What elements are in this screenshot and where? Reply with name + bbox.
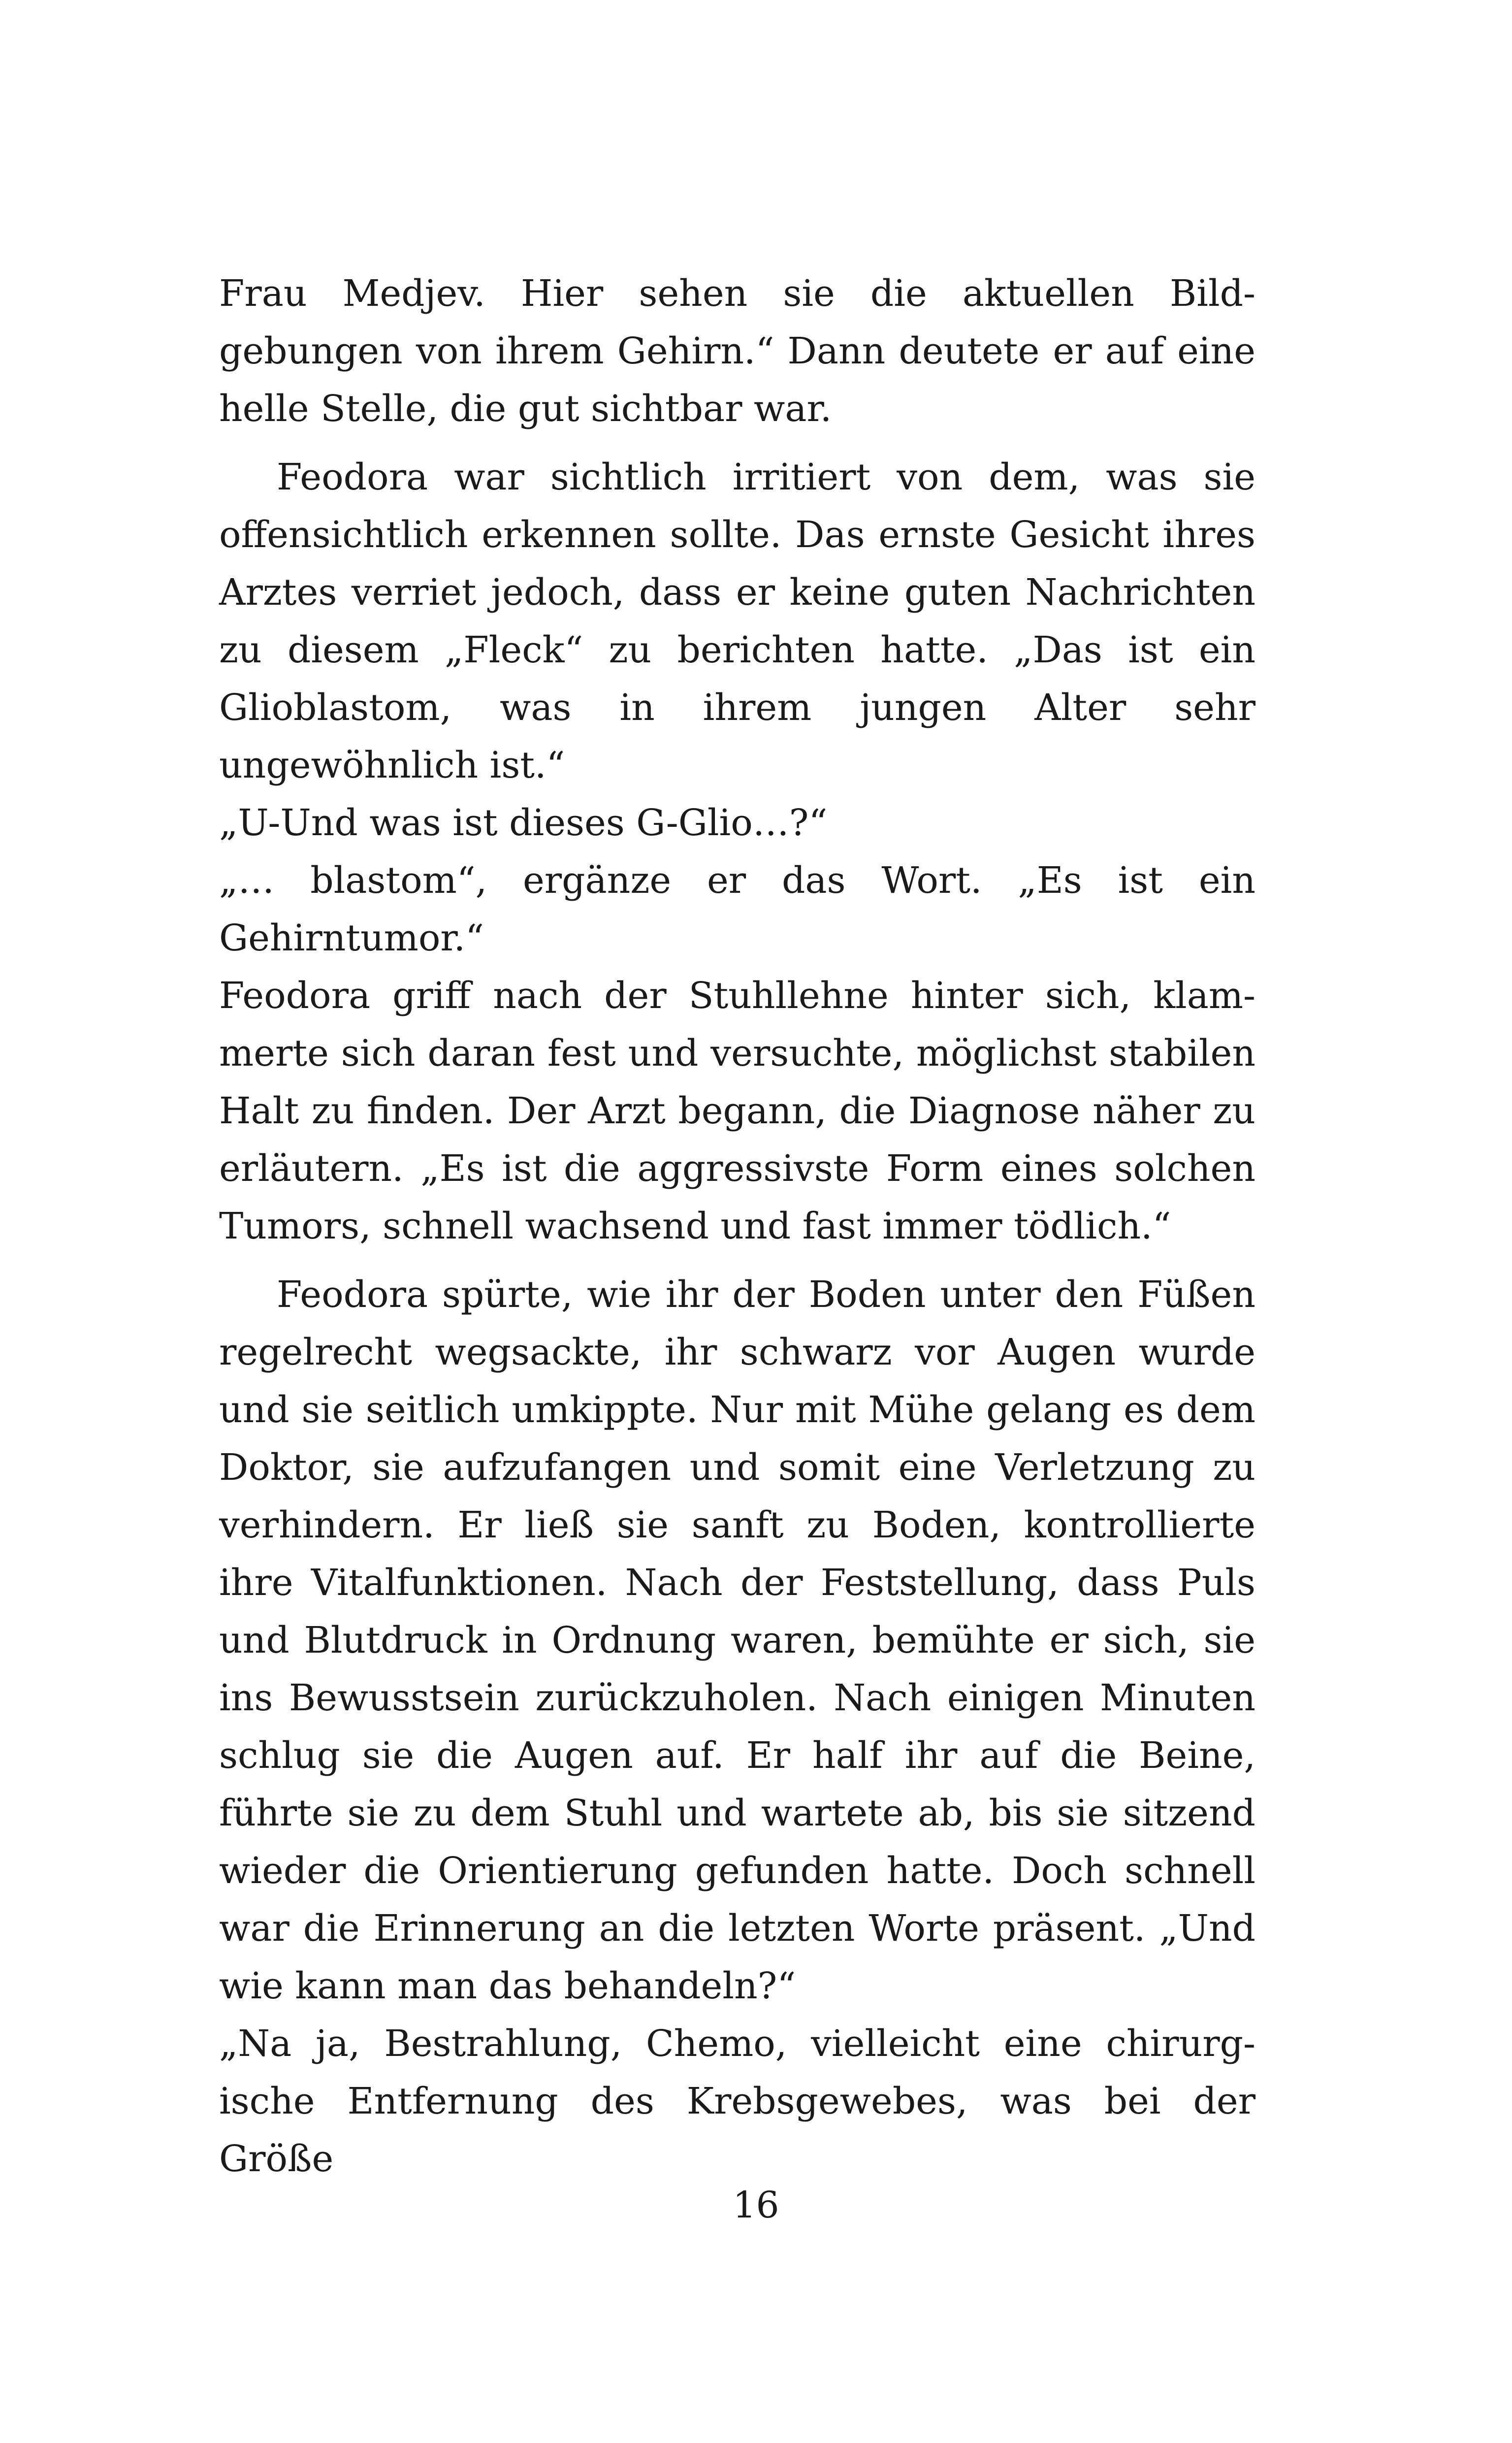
text-line: Feodora spürte, wie ihr der Boden unter den Füßen <box>277 1273 1255 1316</box>
text-line: und Blutdruck in Ordnung waren, bemühte er sich, sie <box>219 1619 1255 1661</box>
text-line: Gehirntumor.“ <box>219 917 484 959</box>
text-line: „Na ja, Bestrahlung, Chemo, vielleicht eine chirurg- <box>219 2022 1255 2065</box>
text-line: führte sie zu dem Stuhl und wartete ab, bis sie sitzend <box>219 1792 1255 1834</box>
paragraph-gap <box>219 438 1255 449</box>
text-line: Frau Medjev. Hier sehen sie die aktuellen Bild- <box>219 272 1255 315</box>
text-line: „… blastom“, ergänze er das Wort. „Es ist ein <box>219 859 1255 902</box>
text-line: regelrecht wegsackte, ihr schwarz vor Augen wurde <box>219 1331 1255 1373</box>
text-line: Halt zu finden. Der Arzt begann, die Diagnose näher zu <box>219 1090 1255 1132</box>
body-text <box>219 265 1255 2180</box>
text-line: Arztes verriet jedoch, dass er keine guten Nachrichten <box>219 571 1255 614</box>
text-line: zu diesem „Fleck“ zu berichten hatte. „Das ist ein <box>219 629 1255 671</box>
text-line: Doktor, sie aufzufangen und somit eine Verletzung zu <box>219 1446 1255 1489</box>
text-line: ische Entfernung des Krebsgewebes, was bei der Größe <box>219 2080 1255 2180</box>
text-line: schlug sie die Augen auf. Er half ihr auf die Beine, <box>219 1734 1255 1777</box>
text-line: war die Erinnerung an die letzten Worte präsent. „Und <box>219 1907 1255 1950</box>
text-line: „U-Und was ist dieses G-Glio…?“ <box>219 802 828 844</box>
text-line: ihre Vitalfunktionen. Nach der Feststellung, dass Puls <box>219 1562 1255 1604</box>
page-number: 16 <box>733 2184 779 2226</box>
text-line: erläutern. „Es ist die aggressivste Form eines solchen <box>219 1147 1255 1190</box>
text-line: ins Bewusstsein zurückzuholen. Nach einigen Minuten <box>219 1677 1255 1719</box>
text-line: wie kann man das behandeln?“ <box>219 1965 796 2007</box>
paragraph-gap <box>219 1255 1255 1266</box>
text-line: Glioblastom, was in ihrem jungen Alter sehr <box>219 686 1255 729</box>
text-line: Feodora war sichtlich irritiert von dem, was sie <box>277 456 1255 498</box>
text-line: wieder die Orientierung gefunden hatte. Doch schnell <box>219 1850 1255 1892</box>
text-line: Tumors, schnell wachsend und fast immer tödlich.“ <box>219 1205 1171 1247</box>
text-line: merte sich daran fest und versuchte, möglichst stabilen <box>219 1032 1255 1075</box>
text-line: helle Stelle, die gut sichtbar war. <box>219 388 832 430</box>
text-line: Feodora griff nach der Stuhllehne hinter sich, klam- <box>219 975 1255 1017</box>
text-line: gebungen von ihrem Gehirn.“ Dann deutete er auf eine <box>219 330 1255 372</box>
text-line: und sie seitlich umkippte. Nur mit Mühe gelang es dem <box>219 1389 1255 1431</box>
text-line: verhindern. Er ließ sie sanft zu Boden, kontrollierte <box>219 1504 1255 1546</box>
text-line: offensichtlich erkennen sollte. Das ernste Gesicht ihres <box>219 514 1255 556</box>
text-line: ungewöhnlich ist.“ <box>219 744 565 786</box>
